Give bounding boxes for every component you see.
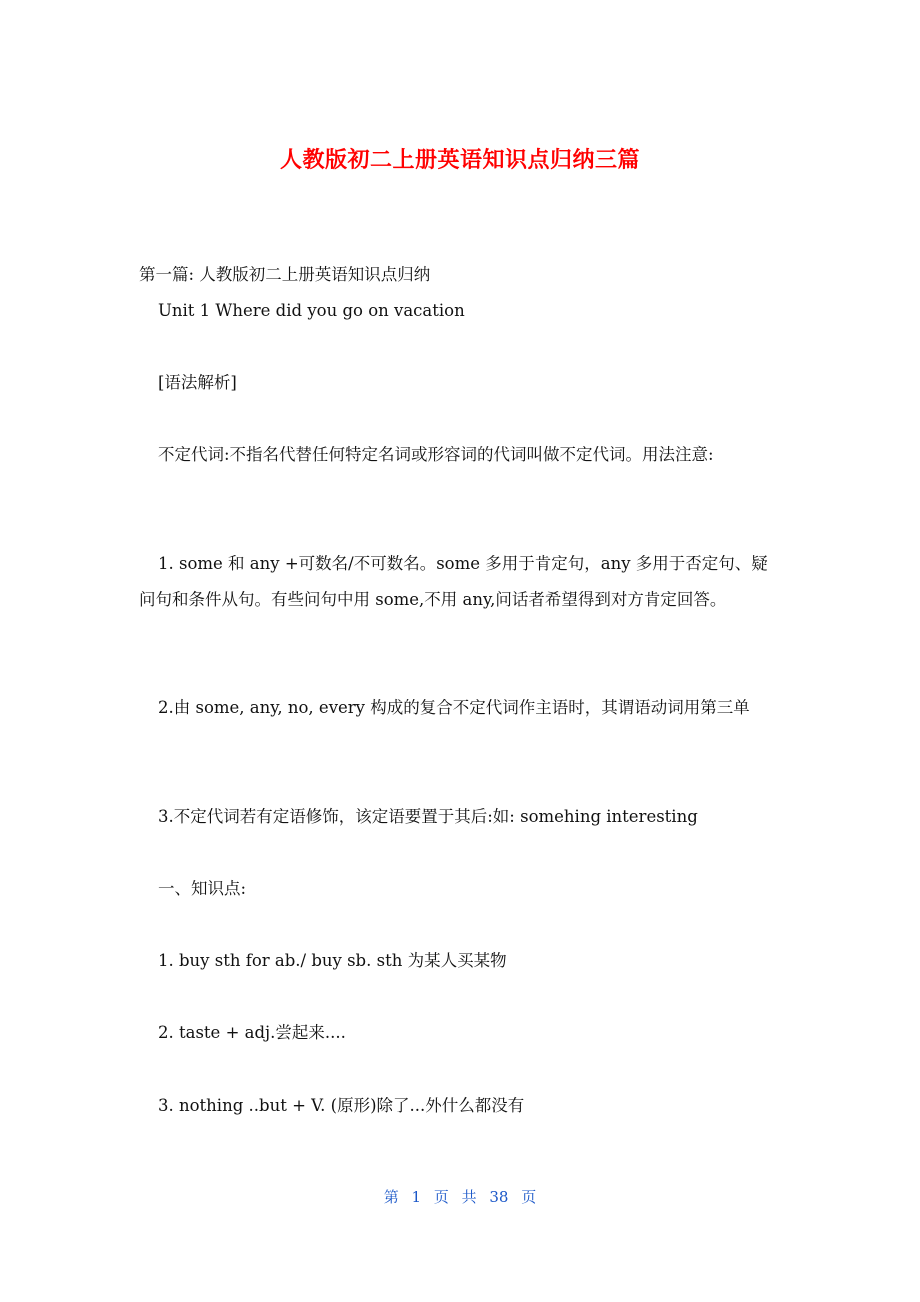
grammar-label: [语法解析] (158, 373, 237, 392)
unit-title: Unit 1 Where did you go on vacation (158, 301, 465, 320)
knowledge-point-1: 1. buy sth for ab./ buy sb. sth 为某人买某物 (158, 951, 507, 970)
knowledge-label: 一、知识点: (158, 879, 247, 898)
section-heading: 第一篇: 人教版初二上册英语知识点归纳 (139, 265, 431, 284)
knowledge-point-2: 2. taste + adj.尝起来.... (158, 1023, 346, 1042)
rule-2-paragraph: 2.由 some, any, no, every 构成的复合不定代词作主语时，其谓语动词用第三单 (158, 698, 750, 717)
rule-3-paragraph: 3.不定代词若有定语修饰，该定语要置于其后:如: somehing interesting (158, 807, 698, 826)
intro-paragraph: 不定代词:不指名代替任何特定名词或形容词的代词叫做不定代词。用法注意: (158, 445, 714, 464)
document-title: 人教版初二上册英语知识点归纳三篇 (279, 148, 640, 173)
knowledge-point-3: 3. nothing ..but + V. (原形)除了...外什么都没有 (158, 1096, 525, 1115)
rule-1-paragraph: 1. some 和 any +可数名/不可数名。some 多用于肯定句，any 多用于否定句、疑问句和条件从句。有些问句中用 some,不用 any,问话者希望得到对方肯定回答。 (139, 554, 768, 609)
page-footer: 第 1 页 共 38 页 (383, 1188, 537, 1206)
